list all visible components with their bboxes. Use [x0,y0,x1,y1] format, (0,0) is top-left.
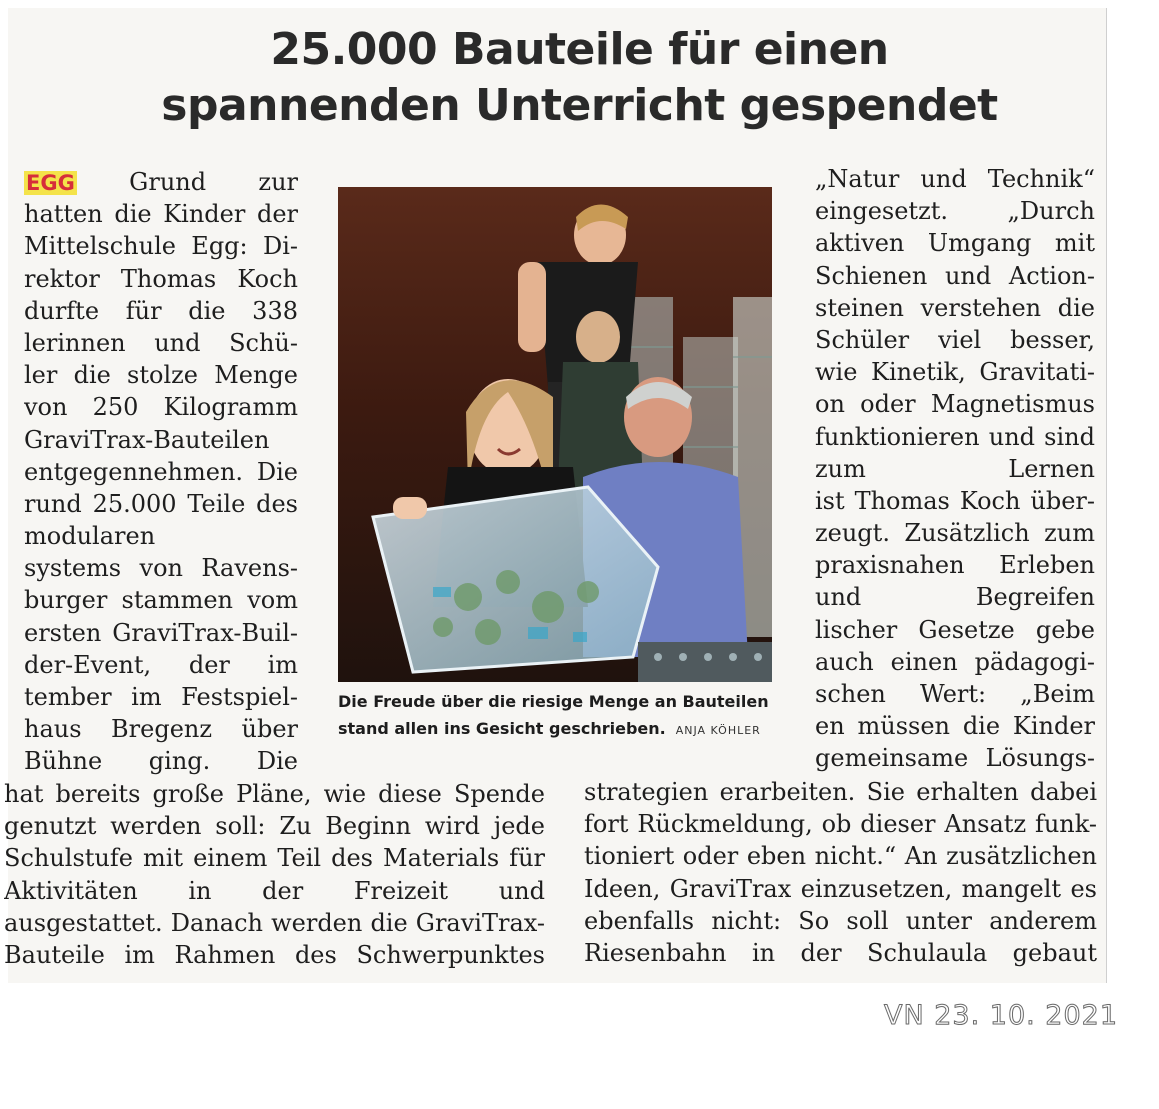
text-line: praxisnahen Erleben [815,551,1095,580]
text-line: auch einen pädagogi- [815,647,1095,676]
text-line: durfte für die 338 [24,296,298,325]
text-line: hat bereits große Pläne, wie diese Spende [4,780,545,808]
headline [0,22,1159,134]
text-line: gemeinsame Lösungs- [815,744,1095,773]
text-line: ersten GraviTrax-Buil- [24,618,298,647]
headline-line-2: spannenden Unterricht gespendet [161,80,998,131]
text-line-content: Grund zur [129,168,298,196]
text-line: lischer Gesetze gebe [815,615,1095,644]
text-line: Schulstufe mit einem Teil des Materials für [4,844,545,873]
text-line: schen Wert: „Beim [815,680,1095,708]
column-1-wide [4,778,545,971]
text-line: Mittelschule Egg: Di- [24,232,298,261]
text-line: Riesenbahn in der Schulaula gebaut [584,938,1097,967]
text-line: modularen [24,522,156,551]
text-line: ler die stolze Menge [24,361,298,390]
text-line: rund 25.000 Teile des [24,489,298,518]
kicker-label: EGG [26,171,75,195]
text-line: Bauteile im Rahmen des Schwerpunktes [4,940,545,969]
text-line: und Begreifen [815,583,1095,612]
photo-credit: ANJA KÖHLER [675,724,761,737]
text-line: steinen verstehen die [815,293,1095,322]
text-line: on oder Magnetismus [815,390,1095,419]
text-line: burger stammen vom [24,586,298,615]
text-line: zum Lernen [815,454,1095,483]
text-line: funktionieren und sind [815,422,1095,451]
text-line: entgegennehmen. Die [24,457,298,486]
text-line: Ideen, GraviTrax einzusetzen, mangelt es [584,874,1097,903]
text-line: Schüler viel besser, [815,325,1095,354]
text-line: Schienen und Action- [815,261,1095,290]
caption-line-2 [338,715,788,744]
text-line: fort Rückmeldung, ob dieser Ansatz funk- [584,810,1097,839]
source-date-stamp: VN 23. 10. 2021 [884,1000,1119,1031]
text-line: Aktivitäten in der Freizeit und [4,876,545,905]
caption-line-1: Die Freude über die riesige Menge an Bauteilen [338,692,769,711]
text-line: haus Bregenz über [24,715,298,744]
text-line: rektor Thomas Koch [24,264,298,293]
text-line: strategien erarbeiten. Sie erhalten dabei [584,778,1097,806]
text-line: eingesetzt. „Durch [815,197,1095,226]
text-line: lerinnen und Schü- [24,328,298,357]
text-line: en müssen die Kinder [815,712,1095,741]
text-line: tioniert oder eben nicht.“ An zusätzlichen [584,842,1097,871]
text-line [24,166,298,198]
column-1 [24,166,298,778]
column-3 [815,163,1095,775]
text-line: GraviTrax-Bauteilen [24,425,270,454]
text-line: ausgestattet. Danach werden die GraviTrax- [4,908,545,937]
text-line: zeugt. Zusätzlich zum [815,519,1095,548]
text-line: tember im Festspiel- [24,683,298,711]
text-line: aktiven Umgang mit [815,229,1095,258]
text-line: „Natur und Technik“ [815,165,1095,193]
caption-line-2-text: stand allen ins Gesicht geschrieben. [338,719,666,738]
headline-line-1: 25.000 Bauteile für einen [270,24,889,75]
text-line: hatten die Kinder der [24,200,298,229]
text-line: der-Event, der im [24,650,298,679]
text-line: ist Thomas Koch über- [815,486,1095,515]
photo-caption [338,688,788,744]
article-photo [338,187,772,682]
text-line: Bühne ging. Die [24,747,298,776]
text-line: wie Kinetik, Gravitati- [815,358,1095,387]
text-line: genutzt werden soll: Zu Beginn wird jede [4,812,545,841]
text-line: von 250 Kilogramm [24,393,298,422]
text-line: systems von Ravens- [24,554,298,583]
text-line: ebenfalls nicht: So soll unter anderem [584,906,1097,935]
photo-illustration [338,187,772,682]
column-3-wide [584,776,1097,969]
